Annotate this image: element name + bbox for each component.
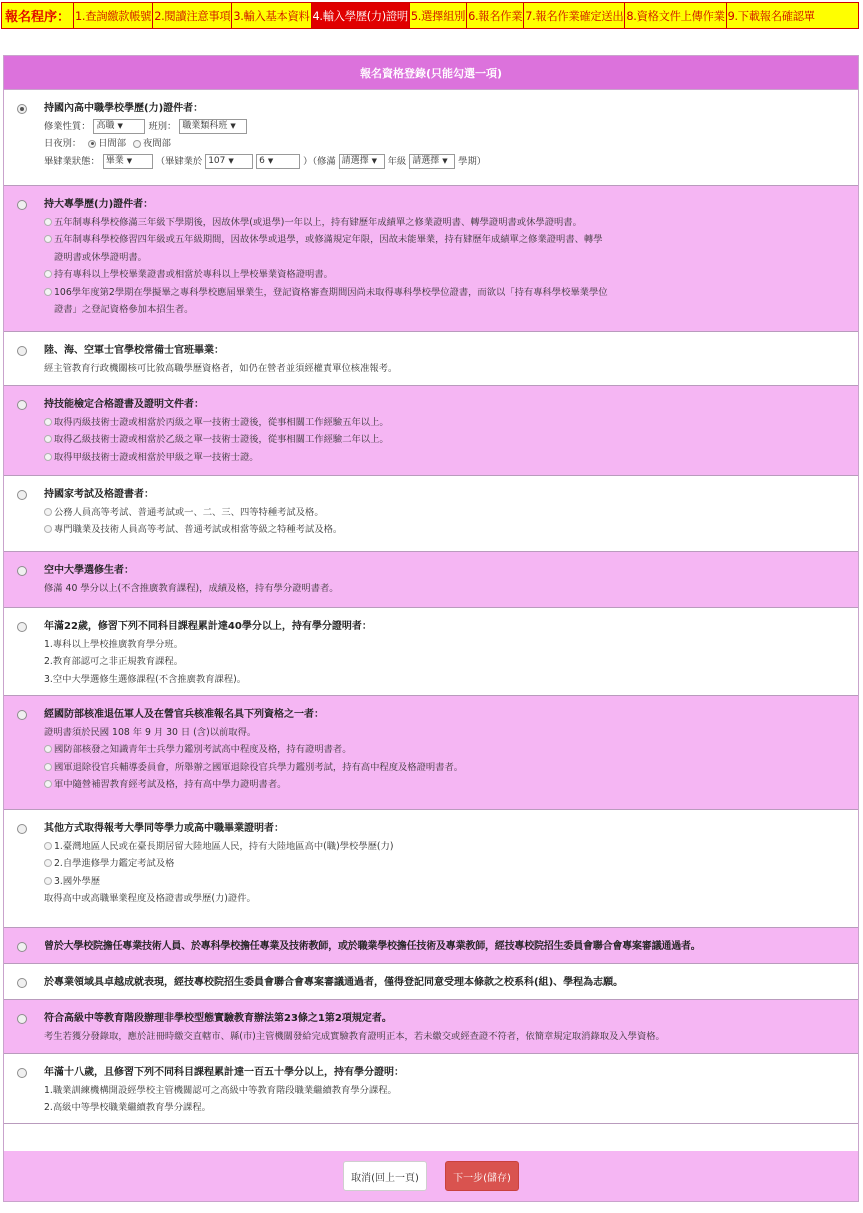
- qualification-radio-other-equivalent[interactable]: [17, 824, 27, 834]
- step-2[interactable]: 2.閱讀注意事項: [153, 3, 232, 28]
- row-title: 其他方式取得報考大學同等學力或高中職畢業證明者：: [44, 823, 284, 834]
- step-3[interactable]: 3.輸入基本資料: [232, 3, 311, 28]
- qualification-row-outstanding-achievement: [4, 964, 858, 1000]
- class-value: 職業類科班: [182, 120, 228, 131]
- step-9[interactable]: 9.下載報名確認單: [727, 9, 815, 23]
- sub-option[interactable]: [44, 741, 848, 759]
- step-1[interactable]: 1.查詢繳款帳號: [74, 3, 153, 28]
- chevron-down-icon: ▼: [126, 156, 133, 165]
- study-type-line: [44, 118, 848, 136]
- sub-option[interactable]: [44, 838, 848, 856]
- sub-option[interactable]: [44, 449, 848, 467]
- list-item: 1.職業訓練機構開設經學校主管機關認可之高級中等教育階段職業繼續教育學分課程。: [44, 1084, 397, 1096]
- class-select[interactable]: [179, 119, 247, 134]
- sub-option[interactable]: [44, 431, 848, 449]
- graduation-label: 畢肄業狀態：: [44, 155, 100, 167]
- sub-option[interactable]: [44, 231, 848, 249]
- sub-option-text: 五年制專科學校修滿三年級下學期後，因故休學(或退學)一年以上，持有肄歷年成績單之修業證明書、轉學證明書或休學證明書。: [54, 216, 582, 228]
- list-item: 2.教育部認可之非正規教育課程。: [44, 656, 184, 667]
- sub-radio[interactable]: [44, 218, 52, 226]
- sub-radio[interactable]: [44, 453, 52, 461]
- row-title: 持大專學歷(力)證件者：: [44, 199, 154, 210]
- panel-title: 報名資格登錄(只能勾選一項): [4, 56, 858, 90]
- class-label: 班別：: [148, 120, 177, 132]
- sub-option[interactable]: [44, 776, 848, 794]
- sub-option-text: 專門職業及技術人員高等考試、普通考試或相當等級之特種考試及格。: [54, 524, 343, 535]
- qualification-row-other-equivalent: [4, 810, 858, 928]
- chevron-down-icon: ▼: [117, 121, 123, 130]
- semester-label: 學期）: [458, 155, 487, 167]
- step-8[interactable]: 8.資格文件上傳作業: [625, 3, 726, 28]
- row-title: 於專業領域具卓越成就表現，經技專校院招生委員會聯合會專案審議通過者，僅得登記同意受理本條款之校系科(組)、學程為志願。: [44, 977, 624, 988]
- night-radio[interactable]: [133, 140, 141, 148]
- graduation-status-value: 畢業: [105, 155, 124, 166]
- sub-radio[interactable]: [44, 877, 52, 885]
- chevron-down-icon: ▼: [228, 156, 234, 165]
- graduation-month-value: 6: [259, 155, 265, 166]
- dropout-grade-value: 請選擇: [341, 155, 369, 166]
- qualification-row-open-university: [4, 552, 858, 608]
- row-description: 取得高中或高職畢業程度及格證書或學歷(力)證件。: [44, 893, 256, 904]
- process-steps-bar: [1, 2, 859, 29]
- sub-radio[interactable]: [44, 763, 52, 771]
- qualification-row-experimental-education: [4, 1000, 858, 1054]
- day-label: 日間部: [98, 138, 127, 149]
- cancel-back-button[interactable]: 取消(回上一頁): [343, 1161, 427, 1191]
- sub-option-text: 106學年度第2學期在學擬畢之專科學校應屆畢業生，登記資格審查期間因尚未取得專科學校學位證書，而欲以「持有專科學校畢業學位: [54, 286, 608, 298]
- qualification-row-military-nco: [4, 332, 858, 386]
- dropout-grade-select[interactable]: [339, 154, 385, 169]
- list-item: 1.專科以上學校推廣教育學分班。: [44, 638, 184, 650]
- sub-option-continued: 證書」之登記資格參加本招生者。: [54, 304, 194, 315]
- qualification-radio-credits-150[interactable]: [17, 1068, 27, 1078]
- row-description: 修滿 40 學分以上(不含推廣教育課程)，成績及格，持有學分證明書者。: [44, 582, 339, 594]
- sub-option-text: 國軍退除役官兵輔導委員會，所舉辦之國軍退除役官兵學力鑑別考試，持有高中程度及格證明書者。: [54, 761, 464, 773]
- qualification-radio-credits-40[interactable]: [17, 622, 27, 632]
- sub-option-text: 持有專科以上學校畢業證書或相當於專科以上學校畢業資格證明書。: [54, 269, 333, 280]
- sub-radio[interactable]: [44, 842, 52, 850]
- graduation-year-select[interactable]: [205, 154, 253, 169]
- graduation-month-select[interactable]: [256, 154, 300, 169]
- qualification-radio-veterans[interactable]: [17, 710, 27, 720]
- step-5[interactable]: 5.選擇組別: [410, 3, 467, 28]
- sub-option[interactable]: [44, 759, 848, 777]
- dropout-label: ）（修滿: [303, 155, 336, 167]
- school-type-value: 高職: [96, 120, 115, 131]
- sub-option-text: 取得丙級技術士證或相當於丙級之單一技術士證後，從事相關工作經驗五年以上。: [54, 416, 389, 428]
- qualification-radio-professional-staff[interactable]: [17, 942, 27, 952]
- sub-option[interactable]: [44, 214, 848, 232]
- qualification-radio-college[interactable]: [17, 200, 27, 210]
- sub-option-text: 3.國外學歷: [54, 875, 101, 887]
- qualification-row-veterans: [4, 696, 858, 810]
- step-6[interactable]: 6.報名作業: [467, 3, 524, 28]
- qualification-row-skill-cert: [4, 386, 858, 476]
- dropout-semester-value: 請選擇: [412, 155, 440, 166]
- row-title: 持國內高中職學校學歷(力)證件者：: [44, 103, 204, 114]
- sub-option[interactable]: [44, 284, 848, 302]
- grade-label: 年級: [387, 155, 407, 167]
- qualification-radio-highschool[interactable]: [17, 104, 27, 114]
- sub-option[interactable]: [44, 855, 848, 873]
- sub-option-text: 取得甲級技術士證或相當於甲級之單一技術士證。: [54, 451, 259, 463]
- sub-radio[interactable]: [44, 780, 52, 788]
- sub-option-text: 公務人員高等考試、普通考試或一、二、三、四等特種考試及格。: [54, 506, 324, 518]
- list-item: 2.高級中等學校職業繼續教育學分課程。: [44, 1102, 211, 1113]
- list-item: 3.空中大學選修生選修課程(不含推廣教育課程)。: [44, 673, 247, 685]
- study-type-label: 修業性質：: [44, 120, 91, 132]
- day-night-line: [44, 135, 848, 153]
- chevron-down-icon: ▼: [371, 156, 378, 165]
- sub-option-text: 取得乙級技術士證或相當於乙級之單一技術士證後，從事相關工作經驗二年以上。: [54, 434, 389, 445]
- row-description: 考生若獲分發錄取，應於註冊時繳交直轄市、縣(市)主管機關發給完成實驗教育證明正本，若未繳交或經查證不符者，依簡章規定取消錄取及入學資格。: [44, 1030, 665, 1042]
- sub-option[interactable]: [44, 521, 848, 539]
- sub-option-text: 1.臺灣地區人民或在臺長期居留大陸地區人民，持有大陸地區高中(職)學校學歷(力): [54, 840, 394, 852]
- step-4-current[interactable]: 4.輸入學歷(力)證明: [312, 3, 410, 28]
- sub-option-text: 2.自學進修學力鑑定考試及格: [54, 858, 175, 869]
- qualification-radio-open-university[interactable]: [17, 566, 27, 576]
- row-description: 經主管教育行政機關核可比敘高職學歷資格者，如仍在營者並須經權責單位核准報考。: [44, 362, 398, 374]
- day-night-label: 日夜別：: [44, 138, 82, 149]
- qualification-radio-outstanding-achievement[interactable]: [17, 978, 27, 988]
- step-7[interactable]: 7.報名作業確定送出: [524, 3, 625, 28]
- sub-option[interactable]: [44, 504, 848, 522]
- sub-radio[interactable]: [44, 270, 52, 278]
- chevron-down-icon: ▼: [267, 156, 274, 165]
- qualification-row-highschool: [4, 90, 858, 186]
- sub-radio[interactable]: [44, 288, 52, 296]
- graduation-year-label: （畢肄業於: [155, 155, 203, 167]
- next-save-button[interactable]: 下一步(儲存): [445, 1161, 519, 1191]
- graduation-status-select[interactable]: [103, 154, 153, 169]
- sub-option[interactable]: [44, 873, 848, 891]
- qualification-row-national-exam: [4, 476, 858, 552]
- qualification-radio-experimental-education[interactable]: [17, 1014, 27, 1024]
- night-label: 夜間部: [143, 138, 171, 149]
- graduation-year-value: 107: [208, 155, 226, 166]
- row-title: 經國防部核准退伍軍人及在營官兵核准報名具下列資格之一者：: [44, 709, 324, 720]
- qualification-radio-skill-cert[interactable]: [17, 400, 27, 410]
- sub-radio[interactable]: [44, 235, 52, 243]
- qualification-radio-military-nco[interactable]: [17, 346, 27, 356]
- row-title: 年滿22歲，修習下列不同科目課程累計達40學分以上，持有學分證明者：: [44, 621, 372, 632]
- row-title: 持國家考試及格證書者：: [44, 489, 154, 500]
- sub-radio[interactable]: [44, 508, 52, 516]
- row-title: 年滿十八歲，且修習下列不同科目課程累計達一百五十學分以上，持有學分證明：: [44, 1067, 404, 1078]
- row-title: 曾於大學校院擔任專業技術人員、於專科學校擔任專業及技術教師，或於職業學校擔任技術及專業教師，經技專校院招生委員會聯合會專案審議通過者。: [44, 941, 701, 952]
- row-title: 符合高級中等教育階段辦理非學校型態實驗教育辦法第23條之1第2項規定者。: [44, 1013, 392, 1024]
- process-steps-label: 報名程序：: [2, 3, 74, 28]
- sub-radio[interactable]: [44, 435, 52, 443]
- qualification-radio-national-exam[interactable]: [17, 490, 27, 500]
- graduation-line: [44, 153, 848, 171]
- row-title: 陸、海、空軍士官學校常備士官班畢業：: [44, 345, 224, 356]
- sub-radio[interactable]: [44, 745, 52, 753]
- qualification-row-credits-150: [4, 1054, 858, 1124]
- sub-option[interactable]: [44, 414, 848, 432]
- sub-option-text: 國防部核發之知識青年士兵學力鑑別考試高中程度及格，持有證明書者。: [54, 744, 352, 755]
- chevron-down-icon: ▼: [442, 156, 448, 165]
- qualification-row-professional-staff: [4, 928, 858, 964]
- qualification-row-college: [4, 186, 858, 332]
- sub-radio[interactable]: [44, 525, 52, 533]
- school-type-select[interactable]: [93, 119, 145, 134]
- chevron-down-icon: ▼: [230, 121, 236, 130]
- sub-option-text: 軍中隨營補習教育經考試及格，持有高中學力證明書者。: [54, 779, 287, 790]
- sub-option[interactable]: [44, 266, 848, 284]
- qualification-row-credits-40: [4, 608, 858, 696]
- row-title: 空中大學選修生者：: [44, 565, 134, 576]
- day-radio[interactable]: [88, 140, 96, 148]
- form-footer: [4, 1151, 858, 1201]
- dropout-semester-select[interactable]: [409, 154, 455, 169]
- sub-radio[interactable]: [44, 859, 52, 867]
- qualification-panel: [3, 55, 859, 1202]
- sub-option-text: 五年制專科學校修習四年級或五年級期間，因故休學或退學，或修滿規定年限，因故未能畢業，持有肄歷年成績單之修業證明書、轉學: [54, 234, 603, 245]
- row-title: 持技能檢定合格證書及證明文件者：: [44, 399, 204, 410]
- sub-radio[interactable]: [44, 418, 52, 426]
- row-description: 證明書須於民國 108 年 9 月 30 日 (含)以前取得。: [44, 726, 257, 738]
- sub-option-continued: 證明書或休學證明書。: [54, 251, 147, 263]
